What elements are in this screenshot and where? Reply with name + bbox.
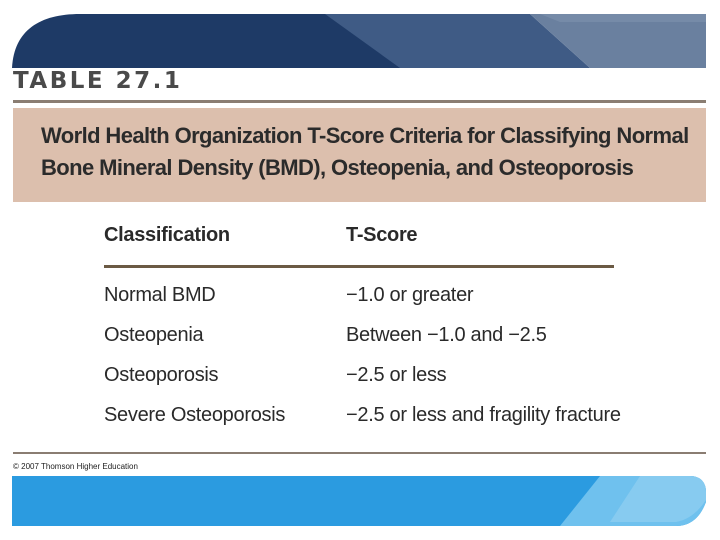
classification-cell: Osteopenia <box>104 324 204 346</box>
header-divider <box>104 265 614 268</box>
t-score-cell: −2.5 or less <box>346 364 447 386</box>
t-score-cell: −2.5 or less and fragility fracture <box>346 404 621 426</box>
t-score-cell: Between −1.0 and −2.5 <box>346 324 547 346</box>
column-header-classification: Classification <box>104 224 230 246</box>
table-row <box>0 364 720 394</box>
table-bottom-divider <box>13 452 706 454</box>
top-banner <box>0 0 720 68</box>
table-caption <box>13 108 706 202</box>
classification-cell: Severe Osteoporosis <box>104 404 286 426</box>
caption-line-2: Bone Mineral Density (BMD), Osteopenia, and Osteoporosis <box>41 155 634 180</box>
table-row <box>0 404 720 434</box>
table-row <box>0 284 720 314</box>
footer-banner <box>0 472 720 532</box>
caption-line-1: World Health Organization T-Score Criteria for Classifying Normal <box>41 123 689 148</box>
classification-cell: Osteoporosis <box>104 364 219 386</box>
classification-cell: Normal BMD <box>104 284 216 306</box>
table-row <box>0 324 720 354</box>
table-number: TABLE 27.1 <box>13 68 183 94</box>
t-score-cell: −1.0 or greater <box>346 284 474 306</box>
column-header-t-score: T-Score <box>346 224 418 246</box>
copyright-notice: © 2007 Thomson Higher Education <box>13 462 138 471</box>
table-label-divider <box>13 100 706 103</box>
